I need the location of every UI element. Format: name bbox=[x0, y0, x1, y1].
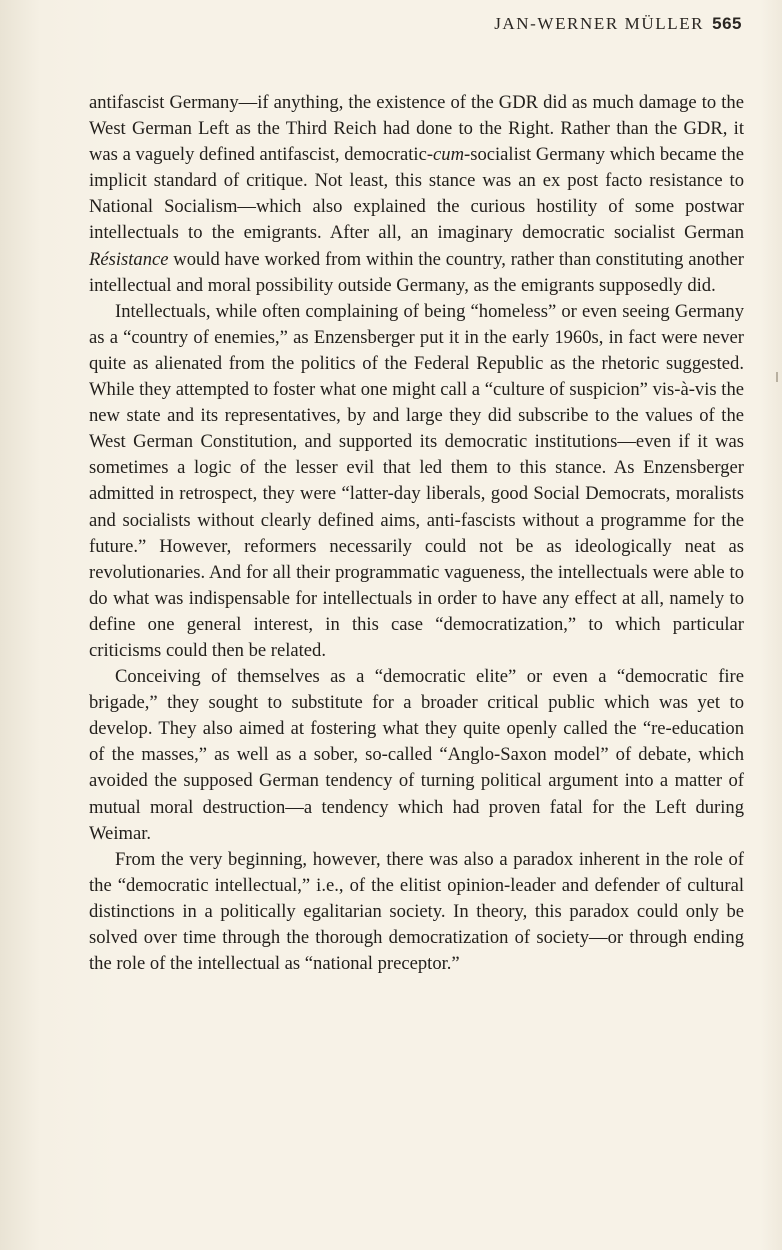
running-title: JAN-WERNER MÜLLER bbox=[494, 14, 705, 33]
running-head bbox=[494, 14, 742, 34]
paragraph-1: antifascist Germany—if anything, the existence of the GDR did as much damage to the West German Left as the Third Reich had done to the Right. Rather than the GDR, it was a vaguely defined antifascist, democratic-cum-socialist Germany which became the implicit standard of critique. Not least, this stance was an ex post facto resistance to National Socialism—which also explained the curious hostility of some postwar intellectuals to the emigrants. After all, an imaginary democratic socialist German Résistance would have worked from within the country, rather than constituting another intellectual and moral possibility outside Germany, as the emigrants supposedly did. bbox=[89, 92, 744, 296]
paragraph-4: From the very beginning, however, there was also a paradox inherent in the role of the “democratic intellectual,” i.e., of the elitist opinion-leader and defender of cultural distinctions in a politically egalitarian society. In theory, this paradox could only be solved over time through the thorough democratization of society—or through ending the role of the intellectual as “national preceptor.” bbox=[89, 848, 744, 975]
paragraph-2: Intellectuals, while often complaining of being “homeless” or even seeing Germany as a “country of enemies,” as Enzensberger put it in the early 1960s, in fact were never quite as alienated from the politics of the Federal Republic as the rhetoric suggested. While they attempted to foster what one might call a “culture of suspicion” vis-à-vis the new state and its representatives, by and large they did subscribe to the values of the West German Constitution, and supported its democratic institutions—even if it was sometimes a logic of the lesser evil that led them to this stance. As Enzensberger admitted in retrospect, they were “latter-day liberals, good Social Democrats, moralists and socialists without clearly defined aims, anti-fascists without a programme for the future.” However, reformers necessarily could not be as ideologically neat as revolutionaries. And for all their programmatic vagueness, the intellectuals were able to do what was indispensable for intellectuals in order to have any effect at all, namely to define one general interest, in this case “democratization,” to which particular criticisms could then be related. bbox=[89, 300, 744, 661]
page-number: 565 bbox=[712, 14, 742, 33]
margin-mark bbox=[776, 372, 778, 382]
body-text bbox=[89, 90, 744, 977]
paragraph-3: Conceiving of themselves as a “democratic elite” or even a “democratic fire brigade,” they sought to substitute for a broader critical public which was yet to develop. They also aimed at fostering what they quite openly called the “re-education of the masses,” as well as a sober, so-called “Anglo-Saxon model” of debate, which avoided the supposed German tendency of turning political argument into a matter of mutual moral destruction—a tendency which had proven fatal for the Left during Weimar. bbox=[89, 666, 744, 844]
